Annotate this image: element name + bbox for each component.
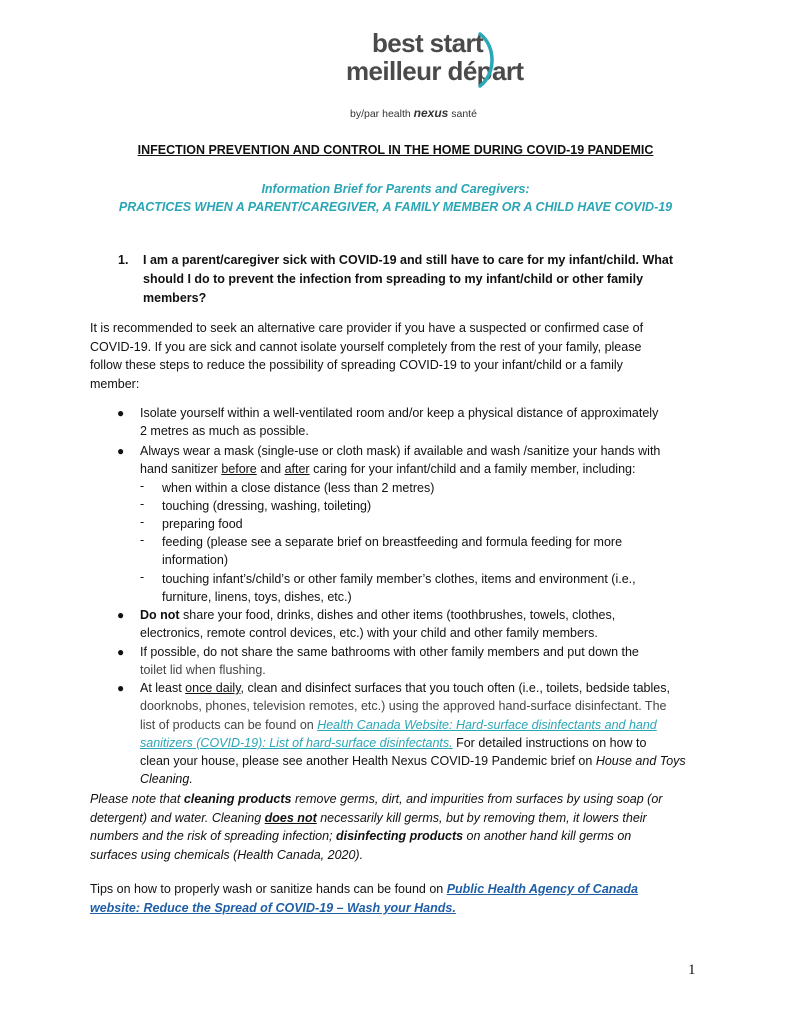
bullet-line: Always wear a mask (single-use or cloth mask) if available and wash /sanitize your hands with [140, 444, 661, 458]
bullet-line: Isolate yourself within a well-ventilated room and/or keep a physical distance of approximately [140, 406, 659, 420]
sub-item-feeding [162, 533, 682, 570]
note-line [90, 790, 700, 809]
text-run: list of products can be found on [140, 717, 318, 732]
text-run: For detailed instructions on how to [452, 735, 647, 750]
bullet-line [140, 679, 700, 697]
intro-paragraph [90, 319, 700, 393]
underlined-before: before [221, 462, 257, 477]
subtitle-line2: PRACTICES WHEN A PARENT/CAREGIVER, A FAMILY MEMBER OR A CHILD HAVE COVID-19 [118, 200, 673, 214]
bullet-isolate [140, 404, 700, 441]
underlined-once-daily: once daily [185, 681, 241, 695]
intro-line: COVID-19. If you are sick and cannot isolate yourself completely from the rest of your family, please [90, 339, 642, 354]
italic-brief-title: House and Toys [595, 754, 686, 769]
dash-marker: - [140, 533, 145, 547]
subtitle-line1: Information Brief for Parents and Caregivers: [261, 182, 530, 196]
phac-link[interactable]: Public Health Agency of Canada [446, 882, 638, 896]
bullet-line: electronics, remote control devices, etc.) with your child and other family members. [140, 626, 598, 641]
bullet-line [140, 606, 700, 624]
bullet-line: If possible, do not share the same bathrooms with other family members and put down the [140, 645, 639, 659]
bullet-dot-icon: ● [117, 444, 125, 458]
page-number: 1 [688, 962, 696, 978]
bullet-line: doorknobs, phones, television remotes, etc.) using the approved hand-surface disinfectant. The [140, 699, 667, 714]
bullet-bathrooms [140, 643, 700, 680]
bullet-line: toilet lid when flushing. [140, 663, 266, 678]
bullet-clean-disinfect [140, 679, 700, 789]
bullet-dot-icon: ● [117, 681, 125, 695]
health-canada-link[interactable]: Health Canada Website: Hard-surface disinfectants and hand [317, 717, 657, 732]
text-run: caring for your infant/child and a family member, including: [309, 462, 636, 477]
bullet-do-not-share [140, 606, 700, 643]
bold-do-not: Do not [140, 608, 180, 622]
text-run: remove germs, dirt, and impurities from surfaces by using soap (or [291, 792, 663, 806]
logo-line1: best start [372, 28, 484, 58]
phac-link[interactable]: website: Reduce the Spread of COVID-19 – Wash your Hands. [90, 900, 456, 915]
note-line [90, 827, 700, 846]
sub-item-preparing-food: preparing food [162, 517, 243, 531]
question-line: I am a parent/caregiver sick with COVID-19 and still have to care for my infant/child. What [143, 253, 674, 267]
text-run: numbers and the risk of spreading infection; [90, 829, 336, 844]
tips-line [90, 880, 700, 899]
bullet-mask [140, 442, 700, 479]
intro-line: follow these steps to reduce the possibility of spreading COVID-19 to your infant/child or a family [90, 358, 623, 372]
bullet-line: 2 metres as much as possible. [140, 424, 309, 439]
dash-marker: - [140, 515, 145, 529]
dash-marker: - [140, 479, 145, 493]
sub-item-close-distance: when within a close distance (less than 2 metres) [162, 481, 435, 495]
sub-item-line: touching infant’s/child’s or other family member’s clothes, items and environment (i.e., [162, 572, 636, 586]
note-line [90, 809, 700, 828]
document-title: INFECTION PREVENTION AND CONTROL IN THE HOME DURING COVID-19 PANDEMIC [137, 143, 654, 157]
dash-marker: - [140, 570, 145, 584]
text-run: and [256, 462, 285, 477]
note-line: surfaces using chemicals (Health Canada, 2020). [90, 848, 364, 863]
bullet-dot-icon: ● [117, 645, 125, 659]
text-run: hand sanitizer [140, 462, 222, 477]
sub-item-line: information) [162, 553, 228, 568]
text-run: Please note that [90, 792, 184, 806]
question-number: 1. [118, 253, 129, 267]
italic-brief-title: Cleaning. [140, 772, 193, 787]
question-line: members? [143, 291, 207, 305]
best-start-logo [346, 28, 524, 126]
dash-marker: - [140, 497, 145, 511]
tips-line [90, 899, 700, 918]
question-line: should I do to prevent the infection from spreading to my infant/child or other family [143, 272, 644, 286]
sub-item-line: furniture, linens, toys, dishes, etc.) [162, 590, 352, 605]
bullet-line [140, 752, 700, 770]
bold-does-not: does not [264, 810, 317, 825]
byline-pre: by/par health [350, 108, 414, 120]
sub-item-clothes [162, 570, 682, 607]
bullet-line [140, 734, 700, 752]
bullet-dot-icon: ● [117, 406, 125, 420]
logo-byline [350, 106, 477, 120]
bullet-line [140, 716, 700, 734]
intro-line: It is recommended to seek an alternative care provider if you have a suspected or confirmed case of [90, 321, 644, 335]
logo-arc-icon [476, 32, 500, 88]
bullet-dot-icon: ● [117, 608, 125, 622]
underlined-after: after [284, 462, 310, 477]
text-run: At least [140, 681, 186, 695]
text-run: Tips on how to properly wash or sanitize hands can be found on [90, 882, 447, 896]
bold-cleaning-products: cleaning products [183, 792, 292, 806]
text-run: on another hand kill germs on [463, 829, 632, 844]
text-run: share your food, drinks, dishes and other items (toothbrushes, towels, clothes, [179, 608, 616, 622]
health-canada-link[interactable]: sanitizers (COVID-19): List of hard-surface disinfectants. [140, 735, 453, 750]
byline-brand: nexus [413, 106, 449, 120]
sub-item-touching: touching (dressing, washing, toileting) [162, 499, 372, 513]
intro-line: member: [90, 376, 140, 391]
bullet-line [140, 460, 700, 478]
bullet-line [140, 770, 700, 788]
logo-line2: meilleur départ [346, 56, 524, 86]
text-run: necessarily kill germs, but by removing them, it lowers their [316, 810, 647, 825]
text-run: , clean and disinfect surfaces that you touch often (i.e., toilets, bedside tables, [240, 681, 670, 695]
text-run: clean your house, please see another Health Nexus COVID-19 Pandemic brief on [140, 754, 596, 769]
sub-item-line: feeding (please see a separate brief on breastfeeding and formula feeding for more [162, 535, 623, 549]
bold-disinfecting-products: disinfecting products [335, 829, 464, 844]
tips-paragraph [90, 880, 700, 917]
byline-post: santé [448, 108, 477, 120]
cleaning-note-paragraph [90, 790, 700, 865]
text-run: detergent) and water. Cleaning [90, 810, 265, 825]
